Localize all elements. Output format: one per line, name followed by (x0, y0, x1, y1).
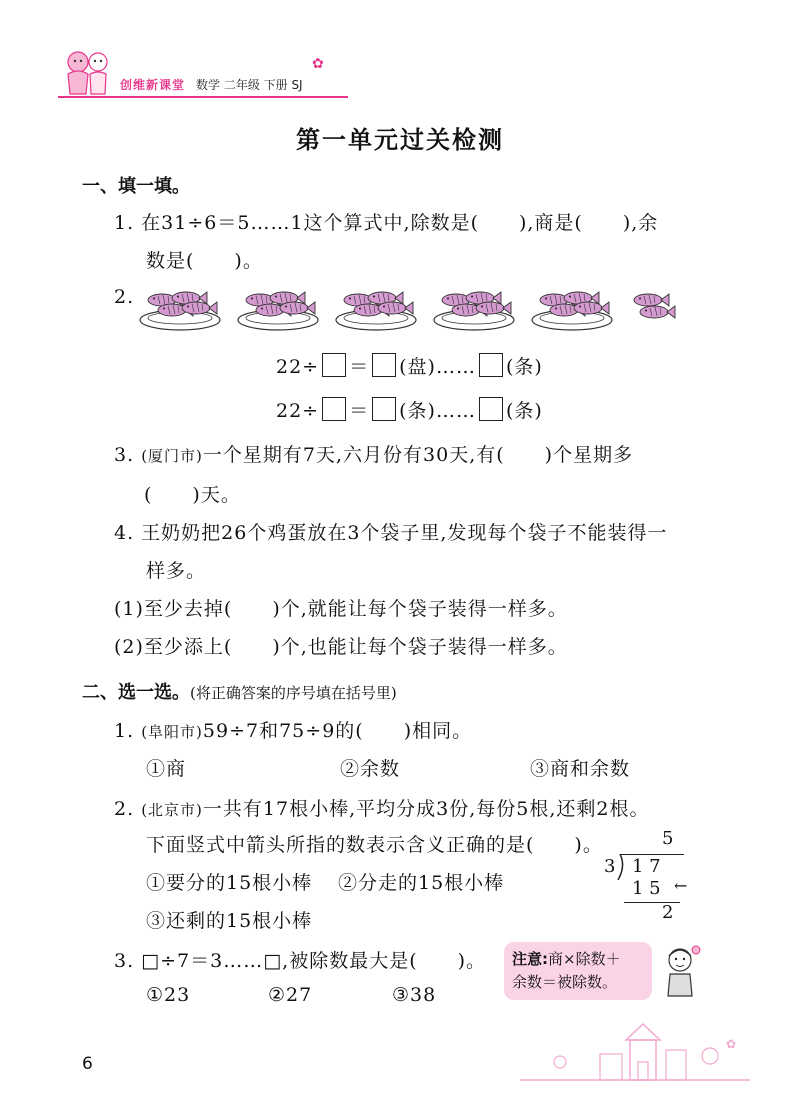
header-flower-icon: ✿ (312, 56, 324, 72)
s2-q2-line-a (114, 794, 649, 821)
tip-box (504, 942, 652, 1000)
s2-q1-option-c[interactable]: ③商和余数 (530, 758, 631, 780)
eq2-remainder-box[interactable] (479, 397, 503, 421)
eq1-divisor-box[interactable] (322, 353, 346, 377)
s1-q2-equation-1 (276, 352, 543, 379)
eq2-quotient-box[interactable] (372, 397, 396, 421)
eq1-unit-2: (条) (505, 356, 543, 378)
ld-top-rule (620, 854, 684, 855)
eq1-equals: ＝ (349, 356, 370, 378)
section-2-heading (82, 678, 397, 704)
s1-q3-text-a: 一个星期有7天,六月份有30天,有( )个星期多 (202, 444, 634, 466)
loose-fish (634, 294, 675, 318)
footer-castle-decoration (520, 1022, 750, 1086)
s1-q4-sub-1: (1)至少去掉( )个,就能让每个袋子装得一样多。 (114, 598, 568, 620)
eq2-divisor-box[interactable] (322, 397, 346, 421)
s2-q1-city: (阜阳市) (141, 723, 203, 741)
s1-q4-sub-2: (2)至少添上( )个,也能让每个袋子装得一样多。 (114, 636, 568, 658)
eq2-unit-1: (条)…… (399, 400, 476, 422)
page-number: 6 (82, 1054, 93, 1074)
fish-plates-illustration (138, 286, 698, 338)
plate-4 (434, 292, 514, 330)
section-2-heading-note: (将正确答案的序号填在括号里) (190, 684, 397, 702)
tip-line-1 (512, 948, 644, 971)
header-rule (58, 96, 348, 98)
s2-q2-text-a: 一共有17根小棒,平均分成3份,每份5根,还剩2根。 (202, 798, 650, 820)
s2-q1-option-b[interactable]: ②余数 (340, 758, 401, 780)
eq1-unit-1: (盘)…… (399, 356, 476, 378)
ld-arrow-icon: ← (674, 876, 688, 895)
s1-q3-number: 3. (114, 444, 135, 466)
s1-q1-line-a: 1. 在31÷6＝5……1这个算式中,除数是( ),商是( ),余 (114, 212, 659, 234)
ld-quotient: 5 (662, 828, 674, 849)
s1-q2-number: 2. (114, 286, 135, 308)
eq2-unit-2: (条) (505, 400, 543, 422)
ld-dividend: 1 7 (632, 856, 661, 877)
plate-3 (336, 292, 416, 330)
header-brand: 创维新课堂 (120, 78, 186, 92)
tip-mascot-icon (656, 944, 704, 1006)
s2-q1-number: 1. (114, 720, 135, 742)
ld-divisor: 3 (604, 856, 616, 877)
ld-product: 1 5 (632, 878, 661, 899)
s1-q3-line-b: ( )天。 (144, 484, 241, 506)
s2-q3-option-b[interactable]: ②27 (268, 984, 313, 1006)
eq1-remainder-box[interactable] (479, 353, 503, 377)
s2-q2-option-b[interactable]: ②分走的15根小棒 (338, 872, 505, 894)
eq1-quotient-box[interactable] (372, 353, 396, 377)
plate-5 (532, 292, 612, 330)
s1-q1-line-b: 数是( )。 (146, 250, 263, 272)
tip-text-1: 商×除数＋ (548, 950, 621, 968)
tip-text-2: 余数＝被除数。 (512, 973, 618, 991)
s2-q3-option-a[interactable]: ①23 (146, 984, 191, 1006)
svg-text:✿: ✿ (726, 1037, 737, 1051)
section-1-heading: 一、填一填。 (82, 176, 190, 197)
s2-q3-line: 3. □÷7＝3……□,被除数最大是( )。 (114, 950, 487, 972)
page-title: 第一单元过关检测 (296, 126, 504, 154)
s2-q2-city: (北京市) (141, 801, 203, 819)
s2-q1-text: 59÷7和75÷9的( )相同。 (202, 720, 473, 742)
s2-q2-number: 2. (114, 798, 135, 820)
s1-q2-equation-2 (276, 396, 543, 423)
eq2-dividend: 22÷ (276, 400, 320, 422)
header-subject-grade: 数学 二年级 下册 SJ (196, 78, 303, 92)
s2-q1-option-a[interactable]: ①商 (146, 758, 187, 780)
header-mascot-icon (58, 48, 118, 98)
eq1-dividend: 22÷ (276, 356, 320, 378)
s2-q2-option-c[interactable]: ③还剩的15根小棒 (146, 910, 313, 932)
plate-1 (140, 292, 220, 330)
s2-q2-option-a[interactable]: ①要分的15根小棒 (146, 872, 313, 894)
s2-q3-option-c[interactable]: ③38 (392, 984, 437, 1006)
plate-2 (238, 292, 318, 330)
section-2-heading-text: 二、选一选。 (82, 682, 190, 703)
s2-q2-line-b: 下面竖式中箭头所指的数表示含义正确的是( )。 (146, 834, 603, 856)
tip-label: 注意: (512, 950, 548, 968)
s2-q1-line (114, 716, 472, 743)
s1-q3-line-a (114, 440, 633, 467)
eq2-equals: ＝ (349, 400, 370, 422)
s1-q4-line-b: 样多。 (146, 560, 207, 582)
s1-q4-line-a: 4. 王奶奶把26个鸡蛋放在3个袋子里,发现每个袋子不能装得一 (114, 522, 668, 544)
long-division (590, 828, 710, 928)
s1-q3-city: (厦门市) (141, 447, 203, 465)
ld-remainder: 2 (662, 902, 674, 923)
